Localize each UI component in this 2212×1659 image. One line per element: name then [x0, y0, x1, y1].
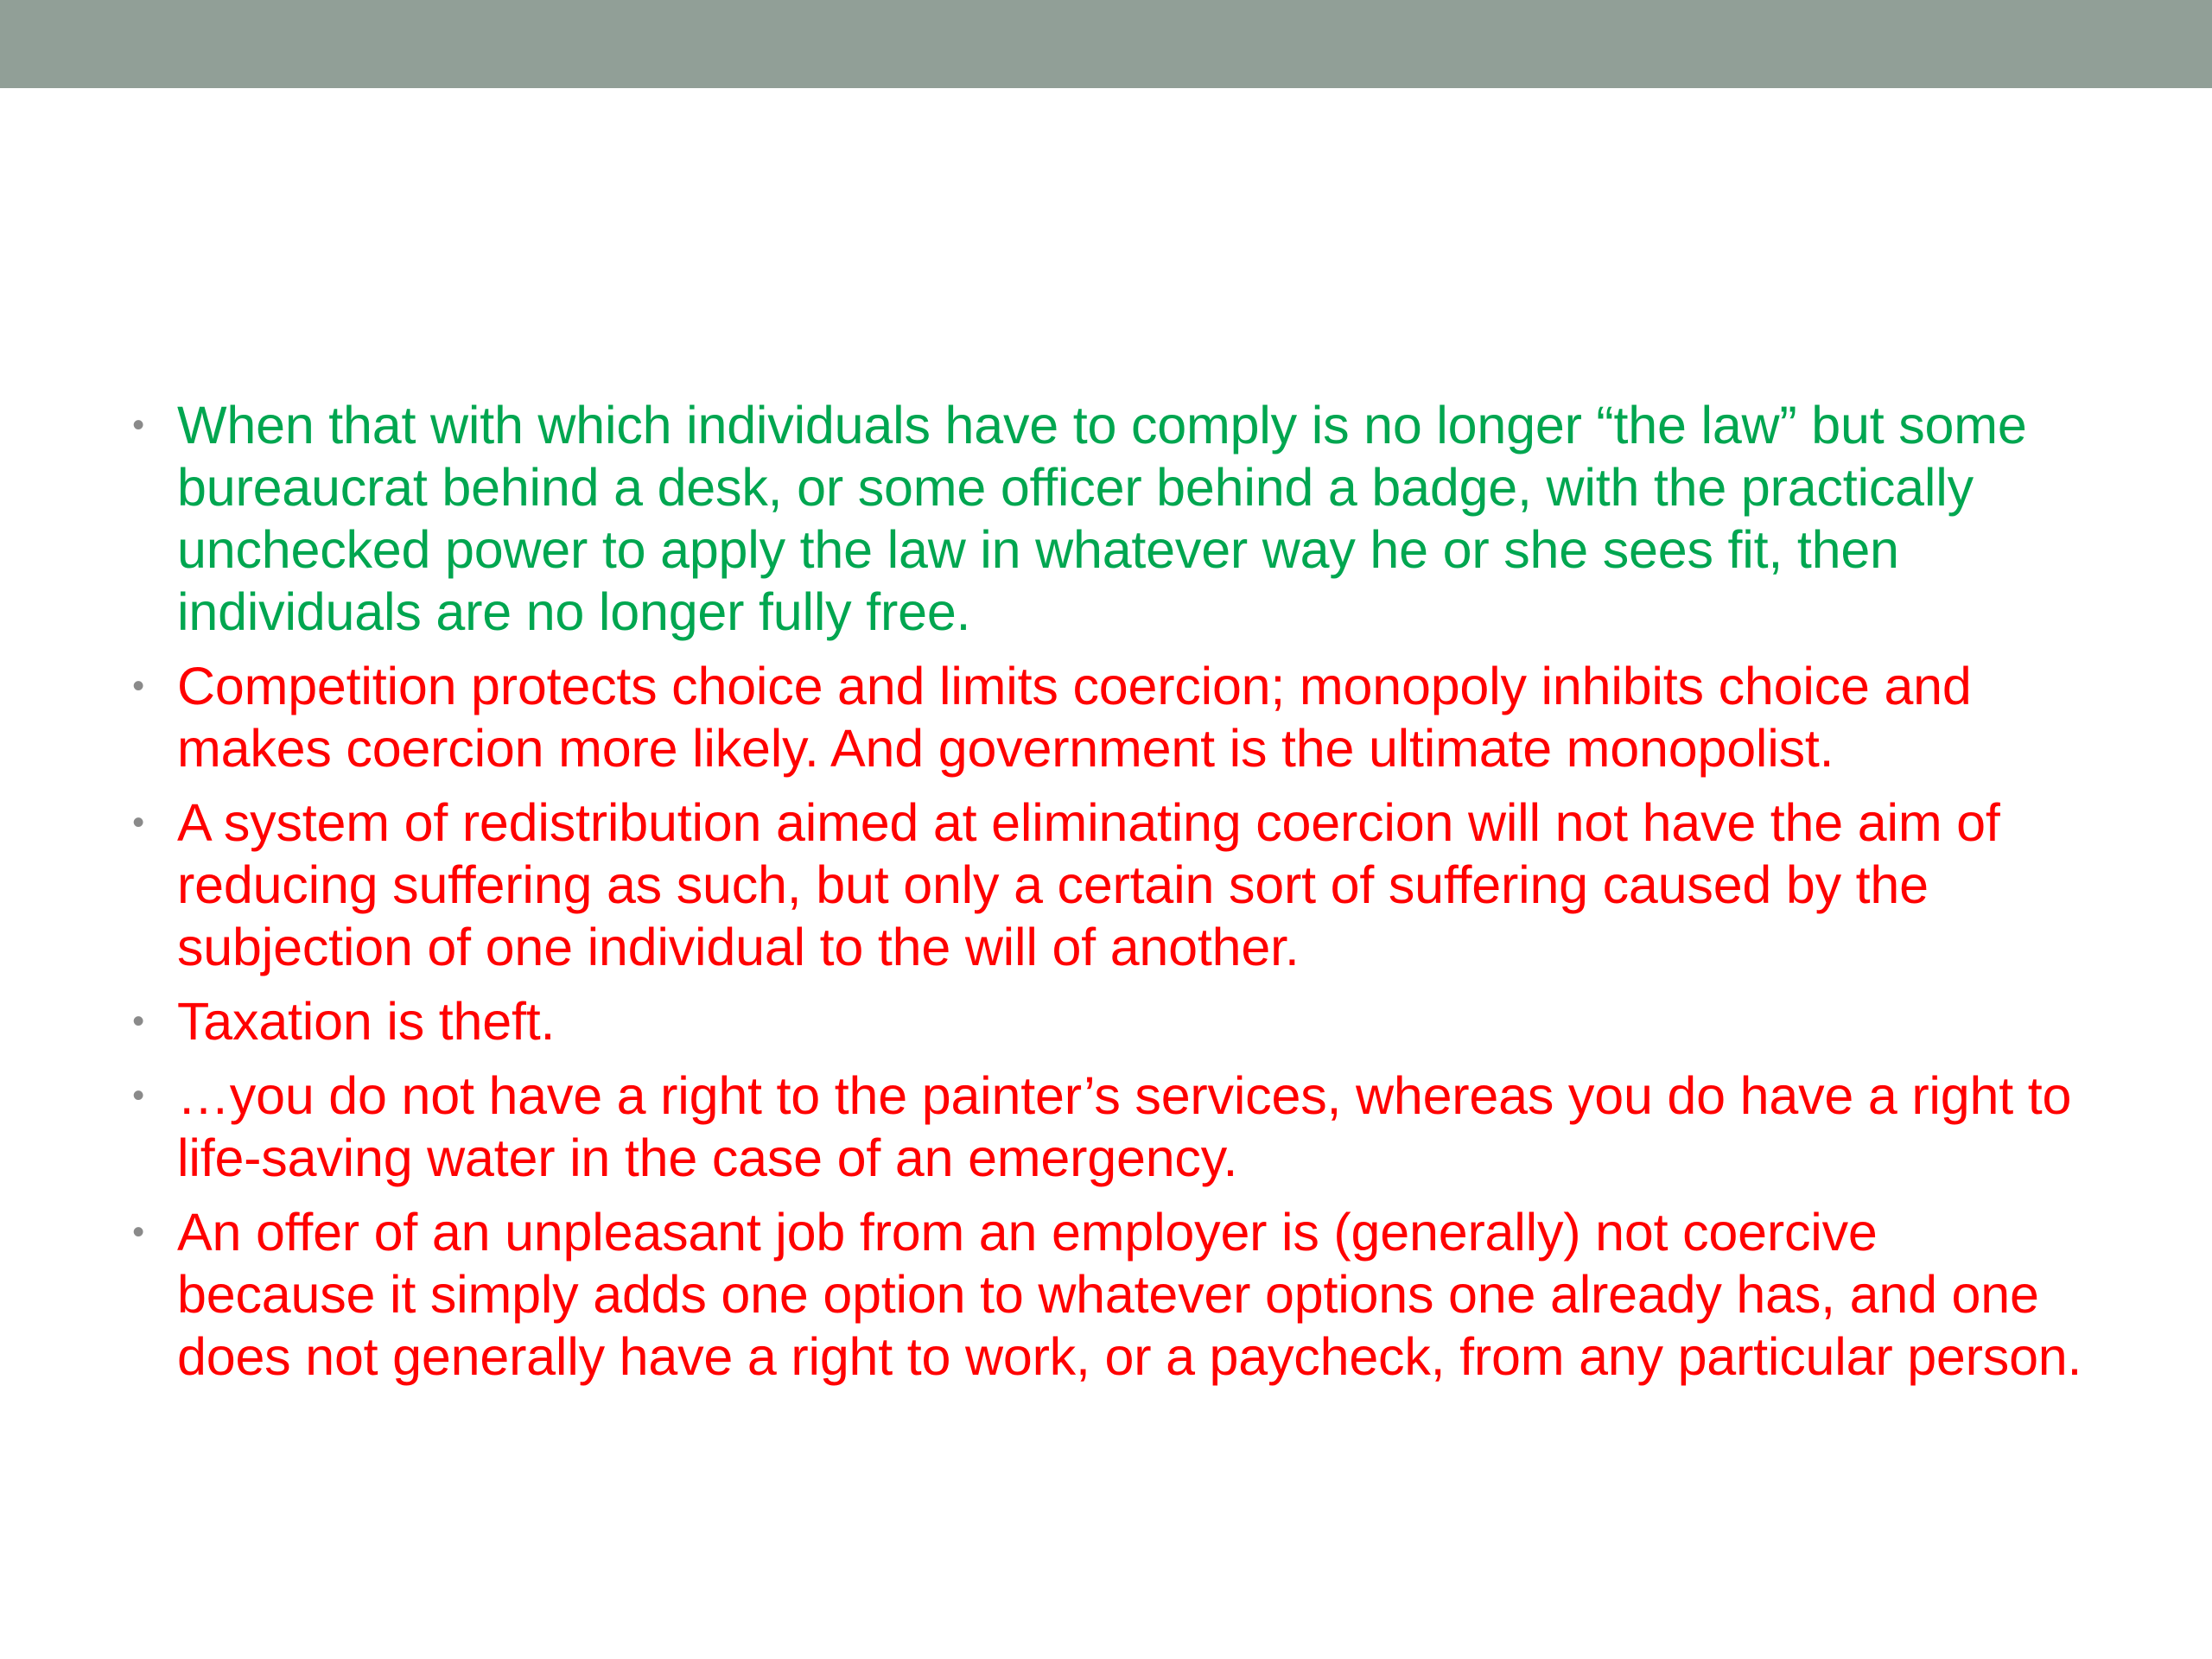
bullet-item-1 — [130, 394, 2082, 643]
bullet-item-2 — [130, 655, 2082, 779]
bullet-marker-icon: • — [132, 1002, 144, 1040]
bullet-text-3: A system of redistribution aimed at eliminating coercion will not have the aim of reducing suffering as such, but only a certain sort of suffering caused by the subjection of one individual to the will of another. — [177, 793, 2000, 976]
bullet-item-4 — [130, 990, 2082, 1052]
bullet-marker-icon: • — [132, 1213, 144, 1251]
bullet-marker-icon: • — [132, 1077, 144, 1115]
bullet-item-6 — [130, 1201, 2082, 1388]
bullet-text-1: When that with which individuals have to comply is no longer “the law” but some bureaucrat behind a desk, or some officer behind a badge, with the practically unchecked power to apply the law in whatever way he or she sees fit, then individuals are no longer fully free. — [177, 396, 2027, 641]
bullet-text-4: Taxation is theft. — [177, 992, 556, 1051]
bullet-marker-icon: • — [132, 667, 144, 705]
bullet-marker-icon: • — [132, 406, 144, 444]
bullet-item-5 — [130, 1065, 2082, 1189]
bullet-text-6: An offer of an unpleasant job from an employer is (generally) not coercive because it simply adds one option to whatever options one already has, and one does not generally have a right to work, or a paycheck, from any particular person. — [177, 1203, 2082, 1386]
bullet-list — [130, 394, 2082, 1400]
bullet-item-3 — [130, 791, 2082, 978]
header-band — [0, 0, 2212, 88]
bullet-text-5: …you do not have a right to the painter’s services, whereas you do have a right to life-saving water in the case of an emergency. — [177, 1066, 2072, 1187]
bullet-text-2: Competition protects choice and limits coercion; monopoly inhibits choice and makes coercion more likely. And government is the ultimate monopolist. — [177, 657, 1972, 778]
bullet-marker-icon: • — [132, 804, 144, 842]
